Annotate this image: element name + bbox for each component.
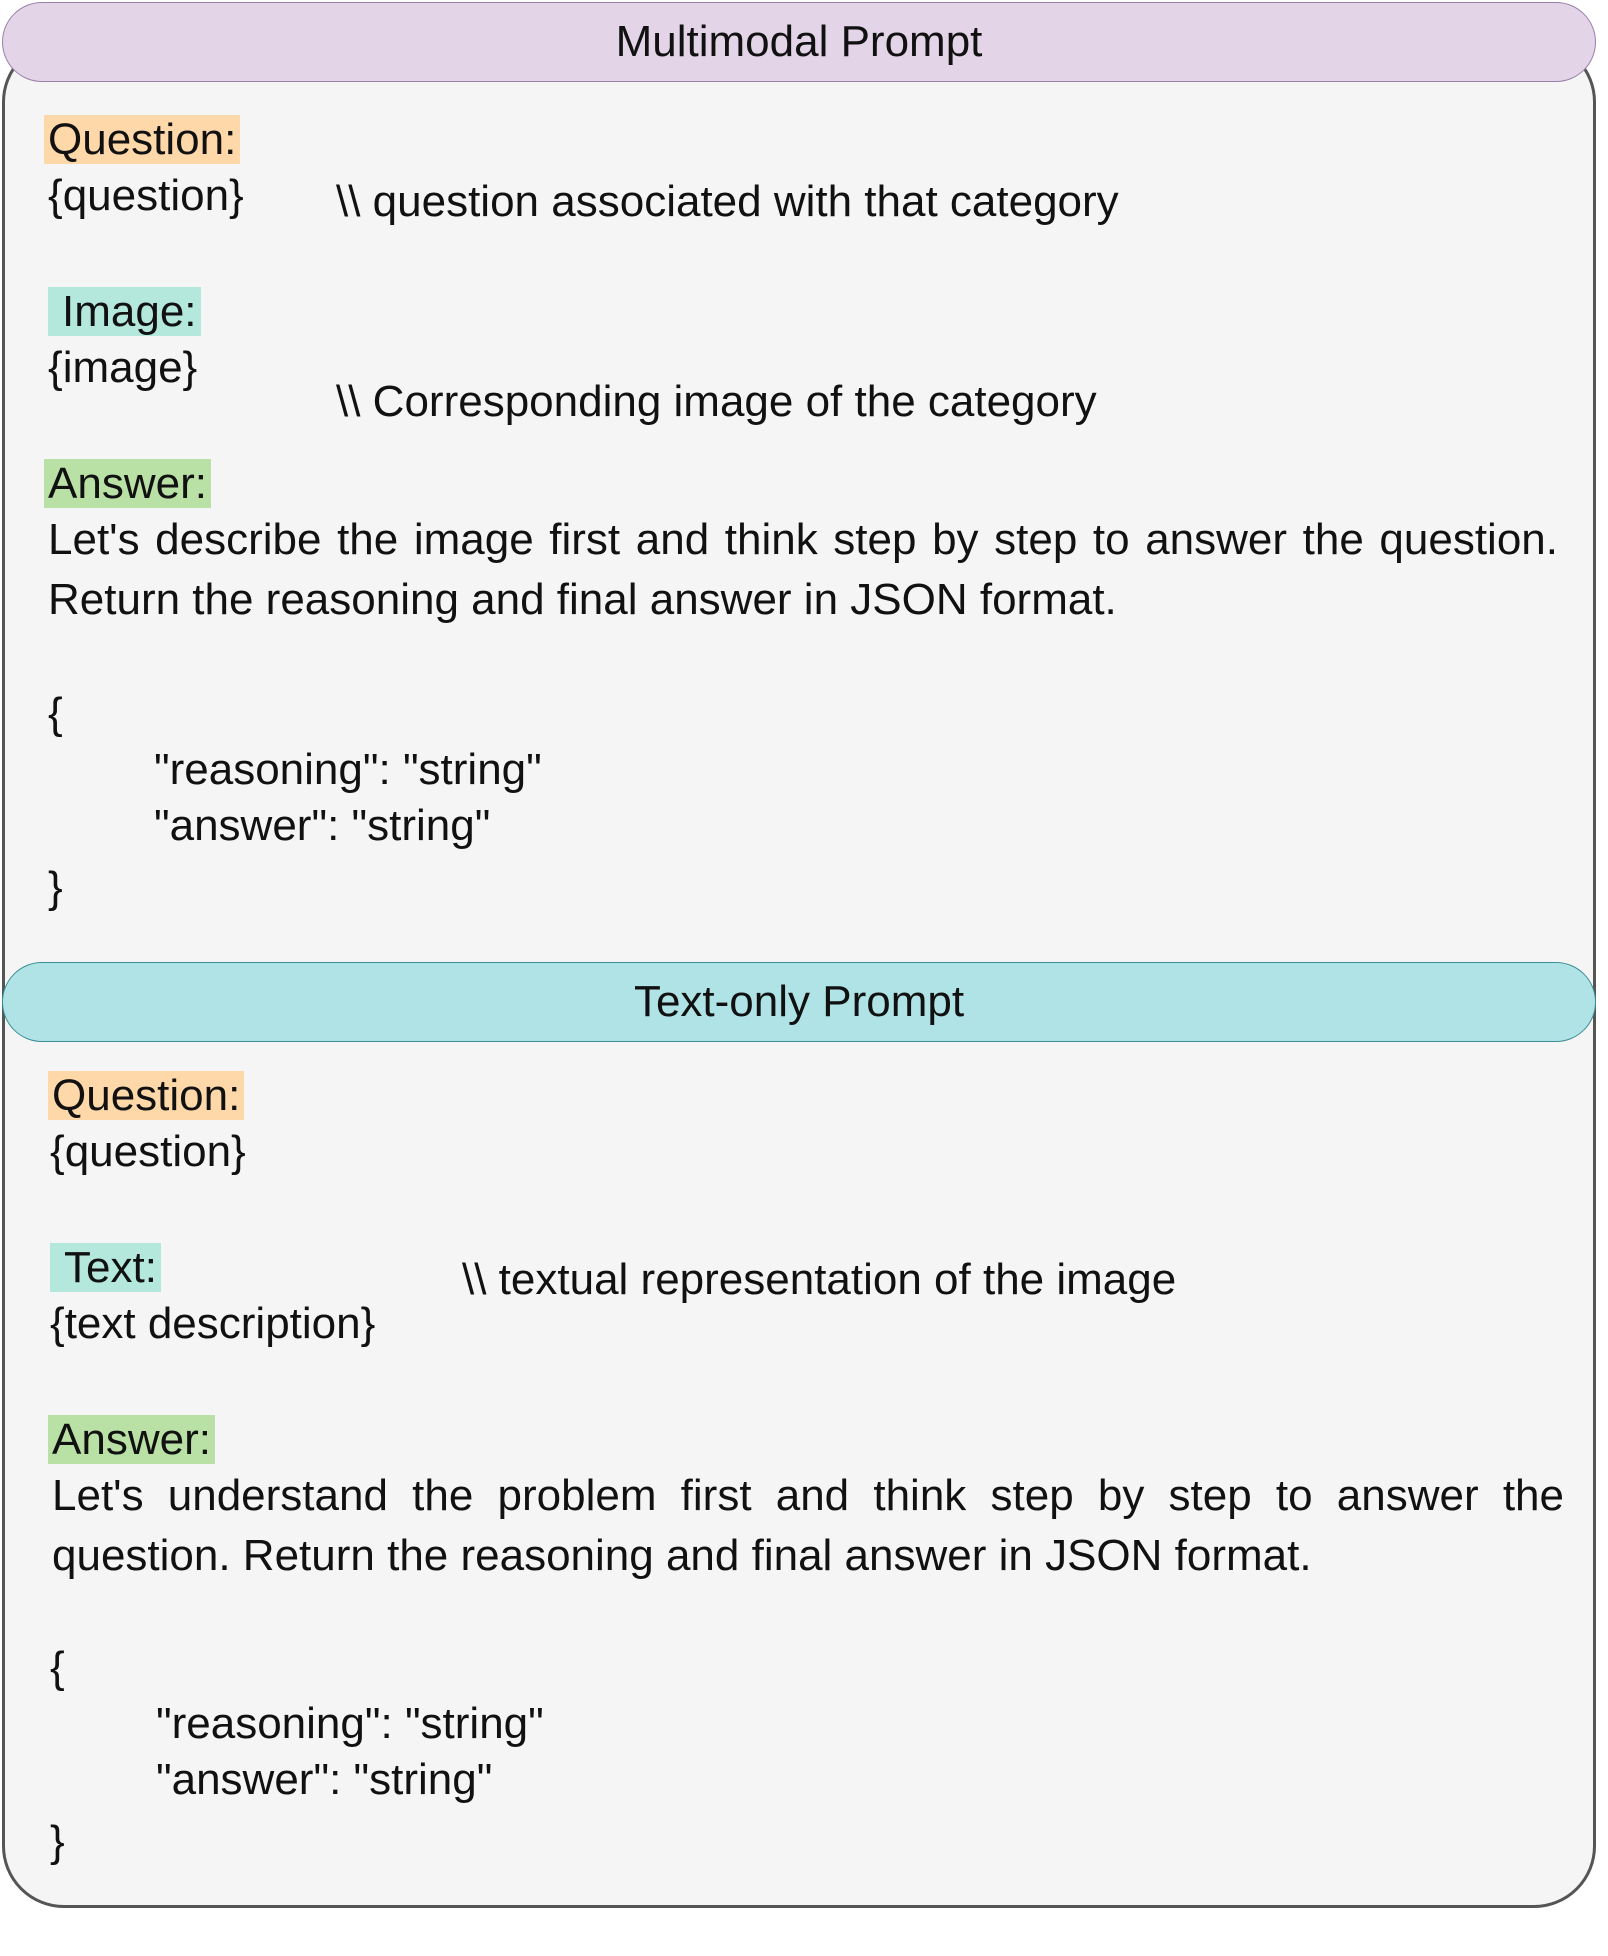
mm-answer-label-row	[44, 456, 211, 512]
txt-json-answer: "answer": "string"	[156, 1755, 493, 1804]
txt-text-comment: \\ textual representation of the image	[462, 1255, 1177, 1304]
txt-text-label-row	[50, 1240, 161, 1296]
txt-text-placeholder: {text description}	[50, 1299, 376, 1348]
mm-answer-label: Answer:	[44, 459, 211, 508]
mm-image-label: Image:	[48, 287, 201, 336]
mm-question-comment: \\ question associated with that category	[336, 177, 1119, 226]
txt-text-label: Text:	[50, 1243, 161, 1292]
mm-json-close: }	[48, 863, 63, 912]
mm-question-placeholder: {question}	[48, 171, 244, 220]
multimodal-prompt-header	[2, 2, 1596, 82]
txt-answer-instruction: Let's understand the problem first and think step by step to answer the question. Return the reasoning and final answer in JSON format.	[52, 1471, 1564, 1580]
txt-answer-label-row	[48, 1412, 215, 1468]
mm-image-comment: \\ Corresponding image of the category	[336, 377, 1097, 426]
multimodal-prompt-title: Multimodal Prompt	[615, 17, 983, 66]
mm-json-answer: "answer": "string"	[154, 801, 491, 850]
mm-image-label-row	[48, 284, 201, 340]
mm-image-placeholder: {image}	[48, 343, 198, 392]
mm-question-label: Question:	[44, 115, 240, 164]
text-only-prompt-header	[2, 962, 1596, 1042]
txt-json-open: {	[50, 1643, 65, 1692]
mm-answer-instruction: Let's describe the image first and think step by step to answer the question. Return the reasoning and final answer in JSON format.	[48, 515, 1558, 624]
txt-json-reasoning: "reasoning": "string"	[156, 1699, 544, 1748]
mm-json-reasoning: "reasoning": "string"	[154, 745, 542, 794]
txt-question-placeholder: {question}	[50, 1127, 246, 1176]
txt-json-close: }	[50, 1817, 65, 1866]
txt-question-label-row	[48, 1068, 244, 1124]
mm-json-open: {	[48, 689, 63, 738]
txt-answer-label: Answer:	[48, 1415, 215, 1464]
mm-question-label-row	[44, 112, 240, 168]
text-only-prompt-title: Text-only Prompt	[633, 977, 965, 1026]
txt-question-label: Question:	[48, 1071, 244, 1120]
